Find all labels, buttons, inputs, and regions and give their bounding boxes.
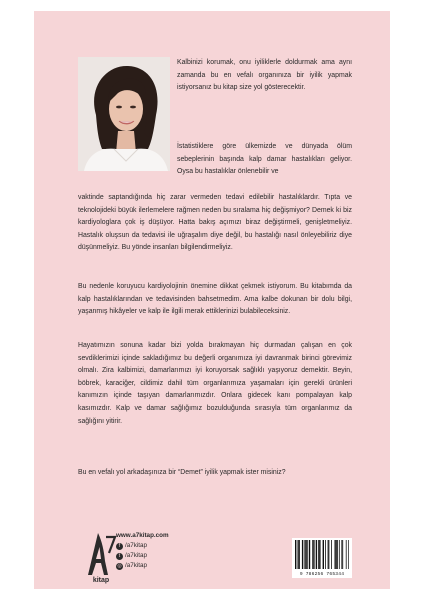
barcode-bar [309, 540, 310, 569]
instagram-row [116, 561, 169, 571]
barcode-bar [329, 540, 330, 569]
barcode-bar [323, 540, 324, 569]
barcode-bar [336, 540, 337, 569]
barcode-bar [331, 540, 332, 569]
intro-paragraph: Kalbinizi korumak, onu iyiliklerle doldurmak ama aynı zamanda bu en vefalı organınıza bir iyilik yapmak istiyorsanız bu kitap size yol gösterecektir. [177, 59, 352, 92]
barcode-bar [316, 540, 317, 569]
barcode-bars [295, 540, 349, 569]
facebook-row [116, 541, 169, 551]
barcode-bar [298, 540, 299, 569]
twitter-icon: t [116, 553, 123, 560]
barcode-bar [348, 540, 349, 569]
barcode-bar [342, 540, 343, 569]
twitter-row [116, 551, 169, 561]
statistics-paragraph: İstatistiklere göre ülkemizde ve dünyada ölüm sebeplerinin başında kalp damar hastalıkları geliyor. Oysa bu hastalıklar önlenebilir ve [177, 143, 352, 176]
barcode-bar [335, 540, 336, 569]
barcode-bar [312, 540, 313, 569]
barcode-bar [298, 540, 299, 569]
closing-question: Bu en vefalı yol arkadaşınıza bir “Demet” iyilik yapmak ister misiniz? [78, 469, 286, 476]
website-row [116, 531, 169, 541]
statistics-continued-paragraph: vaktinde saptandığında hiç zarar vermeden tedavi edilebilir hastalıklardır. Tıpta ve teknolojideki büyük ilerlemelere rağmen neden bu sıralama hiç değişmiyor? Demek ki biz kardiyologlara çok iş düşüyor. Hatta bakış açımızı biraz değiştirmeli, genişletmeliyiz. Hastalık oluşsun da tedavisi ile uğraşalım diye değil, bu hastalığı nasıl önleyebiliriz diye düşünmeliyiz. Bu yönde insanları bilgilendirmeliyiz. [78, 194, 352, 252]
barcode-bar [341, 540, 342, 569]
barcode-bar [314, 540, 315, 569]
publisher-name: kitap [92, 577, 110, 584]
barcode-bar [305, 540, 306, 569]
heart-care-paragraph: Hayatımızın sonuna kadar bizi yolda bırakmayan hiç durmadan çalışan en çok sevdiklerimizi içinde sakladığımız bu değerli organımıza iyi davranmak birinci görevimiz olmalı. Zira kalbimizi, damarlarımızı iyi koruyorsak sağlıklı yaşıyoruz demektir. Beyin, böbrek, karaciğer, cildimiz dahil tüm organlarımıza yaşamaları için gerekli ürünleri kanımızın içinde taşıyan damarlarımızdır. Onlara gidecek kanı pompalayan kalp kasımızdır. Kalp ve damar sağlığımız bozulduğunda sırasıyla tüm organlarımız da sağlığını yitirir. [78, 342, 352, 425]
barcode-bar [318, 540, 319, 569]
barcode-bar [304, 540, 305, 569]
a7-logo-icon [84, 531, 118, 577]
instagram-icon: ◎ [117, 562, 122, 569]
barcode-bar [295, 540, 296, 569]
publisher-logo [84, 531, 118, 589]
author-photo [78, 57, 170, 171]
facebook-icon: f [116, 543, 123, 550]
barcode-bar [307, 540, 308, 569]
author-portrait-drawing [78, 57, 170, 171]
website-link[interactable]: www.a7kitap.com [116, 532, 169, 539]
barcode-bar [346, 540, 347, 569]
publisher-contacts [116, 531, 169, 571]
barcode-bar [302, 540, 303, 569]
barcode-number: 9 786256 765344 [299, 572, 345, 577]
barcode-bar [325, 540, 326, 569]
barcode-bar [328, 540, 329, 569]
instagram-handle[interactable]: /a7kitap [125, 562, 148, 569]
facebook-handle[interactable]: /a7kitap [125, 542, 148, 549]
barcode [292, 538, 352, 578]
preventive-cardiology-paragraph: Bu nedenle koruyucu kardiyolojinin önemine dikkat çekmek istiyorum. Bu kitabımda da kalp hastalıklarından ve tedavisinden bahsetmedim. Ama kalbe dokunan bir dolu bilgi, yaşanmış hikâyeler ve kalp ile ilgili merak ettiklerinizi bulabileceksiniz. [78, 283, 352, 316]
barcode-bar [319, 540, 320, 569]
barcode-bar [339, 540, 340, 569]
twitter-handle[interactable]: /a7kitap [125, 552, 148, 559]
barcode-bar [335, 540, 336, 569]
